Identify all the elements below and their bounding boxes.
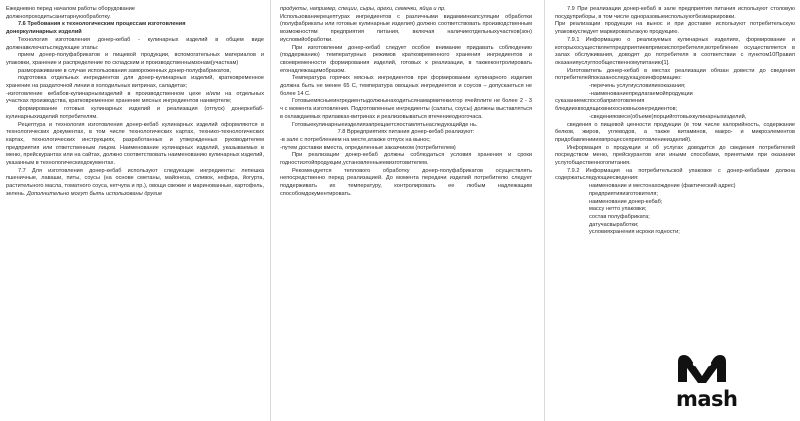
list-item: состав полуфабриката; [589,213,650,220]
list-item: сведения о пищевой ценности продукции (в том числе калорийность, содержание белков, жиров, углеводов, а также витаминов, макро- и микроэлементов придобавленииихвпроцессеприготовлениеизделий). [555,121,795,143]
paragraph: должнопроходитьсанитарнуюобработку. [6,13,111,20]
list-item: прием донер-полуфабрикатов и пищевой продукции, вспомогательных материалов и упаковки, хранение и распределение по складским и производственнымзонам(участкам) [6,52,264,66]
paragraph: Рецептура и технология изготовления донер-кебаб кулинарных изделий оформляются в технологических документах, в том числе технологических картах, технико-технологических картах, технологических инструкциях, разработанных и утвержденных руководителем предприятия или ответственным лицом. Наименование кулинарных изделий, указываемых в меню, прейскурантах или на сайтах, должно соответствовать наименованию кулинарных изделий, указанным в технологическихдокументах. [6,121,264,167]
paragraph: 7.9.2 Информация на потребительской упаковке с донер-кебабами должна содержатьследующиесведения: [555,167,795,182]
text-column-right [555,6,795,237]
list-item: размораживание в случае использования замороженных донер-полуфабрикатов, [18,67,231,74]
paragraph: При реализации донер-кебаб должны соблюдаться условия хранения и сроки годностиэтойпродукции,установленныеевизготовителем. [280,152,532,167]
paragraph: продукты, например, специи, сыры, орехи, семечки, яйца и пр. [280,6,446,12]
italic-text: Дополнительно могут быть использованы другие [26,190,163,197]
paragraph: Рекомендуется теплового обработку донер-полуфабрикатов осуществлять непосредственно перед реализацией. До момента передачи изделий потребителю следует поддерживать их температуру, контролировать ее любым надлежащим способомдокументировать. [280,167,532,197]
list-item: наименование донер-кебаб; [589,198,663,205]
list-item: -сведенияовесе(объеме)порцийготовыхкулинарныхизделий, [589,113,747,120]
paragraph: Готовыемясныеингредиентыдолжнынаходитьсянамармитекилгор ячейплите не более 2 - 3 ч с момента изготовления. Подготовленные ингредиенты (салаты, соусы) должны выставляться в охлаждаемых прилавках-витринах и реализовываться втечениеодногочаса. [280,98,532,120]
list-item: формирование готовых кулинарных изделий и реализация (отпуск) донеркебаб-кулинарныхизделий потребителям. [6,106,264,120]
paragraph: При реализации продукции на вынос и при доставке используют потребительскую упаковкуследует маркироватьтакую продукцию. [555,21,795,36]
text-column-left [6,6,264,199]
list-item: -перечень услугиусловияихоказания; [589,83,686,90]
paragraph: Температура горячих мясных ингредиентов при формировании кулинарного изделия должна быть не менее 65 С, температура овощных ингредиентов и соусов – допускаеться не более 14 С. [280,75,532,97]
paragraph [6,168,264,199]
list-item: наименование и местонахождение (фактический адрес) предприятияизготовителя; [589,183,736,197]
list-item: -изготовление кебабов-кулинарныхизделий в производственном цехе и/или на отдельных участках производства, кратковременное хранение мясных ингредиентов нанвертеле; [6,90,264,105]
mash-logo-text: mash [676,387,738,411]
paragraph: 7.9.1 Информацию о реализуемых кулинарных изделиях, формирование и которыхосуществляетпредприятиевпрямоиспотребителя,вотребление осуществляется в залах обслуживания, доводят до потребителя в соответствии с пунктом10Правил оказанияуслугпообщественномупитанию[1]. [555,36,795,66]
paragraph: Готовыекулинарныеизделиязапрещаетсяоставлятьнаследующийде нь. [292,121,478,128]
column-divider [270,0,271,421]
list-item: датучасвыработки; [589,221,639,228]
section-heading: 7.6 Требования к технологическим процессам изготовления [18,21,186,28]
paragraph: Технология изготовления донер-кебаб - кулинарных изделий в общем виде должнавключатьследующие этапы: [6,36,264,51]
paragraph: Использованиерецептурах ингредиентов с различными видамиинкапсуляции обработки (полуфабрикаты или готовые кулинарные изделия) должно соответствовать производственным возможностям предприятия питания, включая наличиеотдельныхучастков(зон) иусловийобработки. [280,13,532,43]
column-divider [544,0,545,421]
list-item: условияхранения исроки годности; [589,229,680,236]
list-item: -наименованиепредлагаемойпродукции [589,90,693,97]
list-item: -в зале с потреблением на месте,атакже отпуск на вынос; [280,136,431,143]
paragraph-text: 7.7 Для изготовления донер-кебаб используют следующие ингредиенты: лепешка пшеничные, лаваши, питы, соусы (на основе сметаны, майонеза, сливок, кефира, йогурта, растительного масла, томатного соуса, кетчупа и пр.), овощи свежие и маринованные, картофель, зелень. [6,167,264,197]
list-item: подготовка отдельных ингредиентов для донер-кулинарных изделий, кратковременное хранение на раздаточной линии в холодильных витринах, саладетах; [6,75,264,90]
paragraph: Ежедневно перед началом работы оборудование [6,6,136,12]
paragraph: Изготовитель донер-кебаб в местах реализации обязан довести до сведения потребителейпоказаноследующуюинформацию: [555,67,795,82]
section-heading: 7.8 Вpредприятиях питания донер-кебаб реализуют: [337,129,475,136]
list-item: суказаниемспособаприготовления [555,98,645,105]
paragraph: Информация о продукции и об услугах доводится до сведения потребителей посредством меню, прейскурантов или иными способами, принятыми при оказании услугобщественногопитания. [555,144,795,167]
text-column-middle [280,6,532,199]
paragraph: При изготовлении донер-кебаб следует особое внимание придавать соблюдению (поддержанию) температурных режимов кратковременного хранения ингредиентов и своевременности формирования изделий, готовых к реализации, в такжеконтролировать егонадлежащимобразом. [280,44,532,74]
list-item: массу нетто упаковки; [589,206,647,213]
paragraph: 7.9 При реализации донер-кебаб в зале предприятия питания используют столовую посудуприборы, в том числе одноразовыеиспользуютбезмаркировки. [555,6,795,20]
section-heading: донеркулинарных изделий [6,29,82,36]
mash-logo-mark-icon [672,352,732,386]
list-item: -путем доставки вместа, определенные заказчиком (потребителем) [280,144,456,151]
list-item: блюдиихвходящихвнихосновныхингредиентов; [555,106,678,113]
